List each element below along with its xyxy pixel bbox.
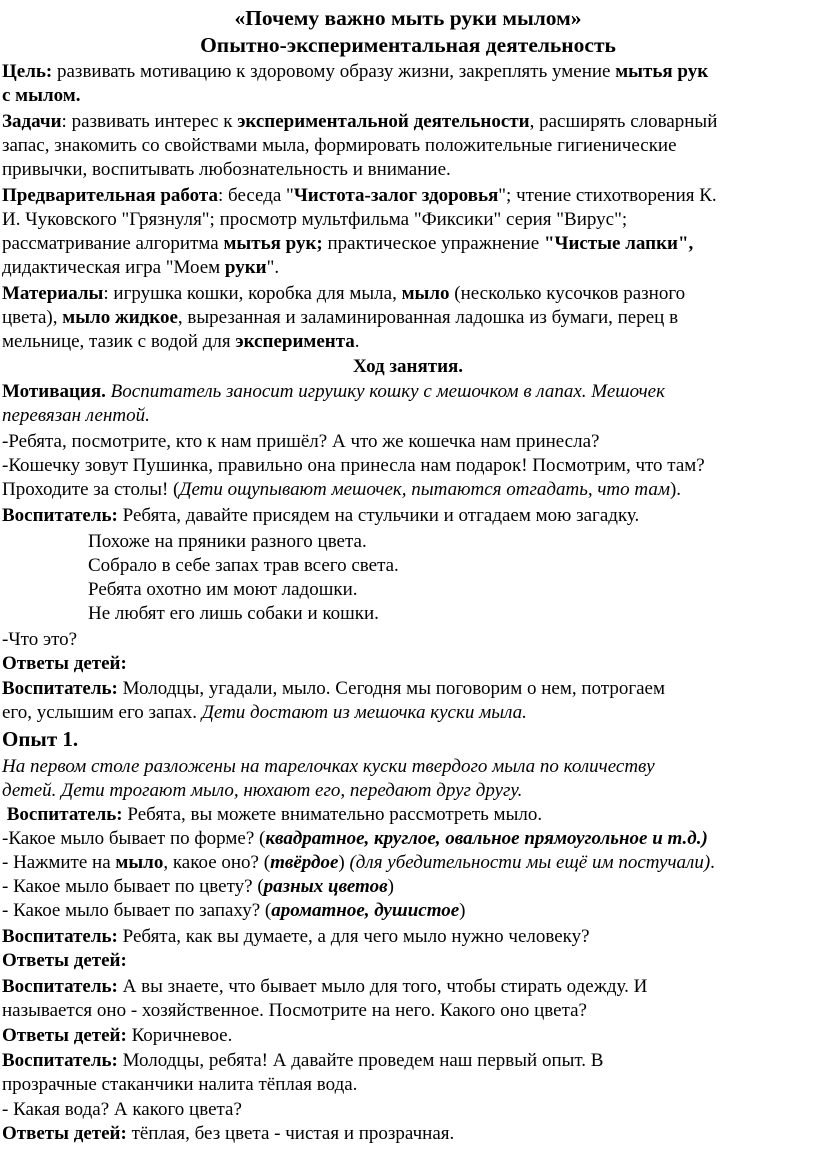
document-subtitle: Опытно-экспериментальная деятельность — [200, 33, 616, 57]
speaker-label: Воспитатель: — [2, 1050, 118, 1071]
motivation-line-1: Мотивация. Воспитатель заносит игрушку кошку с мешочком в лапах. Мешочек — [2, 381, 665, 402]
speaker-label: Воспитатель: — [2, 505, 118, 526]
motivation-line-2: перевязан лентой. — [2, 405, 150, 426]
prep-line-2: И. Чуковского "Грязнуля"; просмотр мультфильма "Фиксики" серия "Вирус"; — [2, 209, 628, 230]
dialogue-line-1: -Ребята, посмотрите, кто к нам пришёл? А что же кошечка нам принесла? — [2, 431, 600, 452]
tasks-line-3: привычки, воспитывать любознательность и внимание. — [2, 159, 451, 180]
document-title: «Почему важно мыть руки мылом» — [234, 6, 582, 30]
question-color: - Какое мыло бывает по цвету? (разных цветов) — [2, 876, 394, 897]
riddle-line-1: Похоже на пряники разного цвета. — [88, 531, 367, 552]
goal-line-2: с мылом. — [2, 85, 81, 106]
dialogue-line-2: -Кошечку зовут Пушинка, правильно она принесла нам подарок! Посмотрим, что там? — [2, 455, 705, 476]
speaker-label: Воспитатель: — [6, 804, 123, 825]
teacher-line-guessed-2: его, услышим его запах. Дети достают из мешочка куски мыла. — [2, 702, 527, 723]
question-smell: - Какое мыло бывает по запаху? (ароматное, душистое) — [2, 900, 466, 921]
teacher-line-riddle: Воспитатель: Ребята, давайте присядем на стульчики и отгадаем мою загадку. — [2, 505, 640, 526]
tasks-label: Задачи — [2, 111, 62, 132]
materials-label: Материалы — [2, 283, 104, 304]
materials-line-1: Материалы: игрушка кошки, коробка для мыла, мыло (несколько кусочков разного — [2, 283, 686, 304]
prep-line-3: рассматривание алгоритма мытья рук; практическое упражнение "Чистые лапки", — [2, 233, 694, 254]
question-shape: -Какое мыло бывает по форме? (квадратное, круглое, овальное прямоугольное и т.д.) — [2, 828, 708, 849]
teacher-line-why: Воспитатель: Ребята, как вы думаете, а для чего мыло нужно человеку? — [2, 926, 590, 947]
experiment-1-intro-2: детей. Дети трогают мыло, нюхают его, передают друг другу. — [2, 780, 523, 801]
teacher-line-examine: Воспитатель: Ребята, вы можете внимательно рассмотреть мыло. — [6, 804, 543, 825]
teacher-line-first-experiment-2: прозрачные стаканчики налита тёплая вода. — [2, 1074, 358, 1095]
experiment-1-intro-1: На первом столе разложены на тарелочках куски твердого мыла по количеству — [2, 756, 655, 777]
goal-line-1: Цель: развивать мотивацию к здоровому образу жизни, закреплять умение мытья рук — [2, 61, 709, 82]
teacher-line-laundry: Воспитатель: А вы знаете, что бывает мыло для того, чтобы стирать одежду. И — [2, 976, 648, 997]
question-hardness: - Нажмите на мыло, какое оно? (твёрдое) (для убедительности мы ещё им постучали). — [2, 852, 715, 873]
experiment-1-heading: Опыт 1. — [2, 727, 79, 751]
speaker-label: Воспитатель: — [2, 976, 118, 997]
materials-line-2: цвета), мыло жидкое, вырезанная и заламинированная ладошка из бумаги, перец в — [2, 307, 679, 328]
riddle-line-3: Ребята охотно им моют ладошки. — [88, 579, 358, 600]
prep-line-4: дидактическая игра "Моем руки". — [2, 257, 280, 278]
question-what: -Что это? — [2, 629, 78, 650]
course-heading: Ход занятия. — [352, 356, 464, 377]
teacher-line-laundry-2: называется оно - хозяйственное. Посмотрите на него. Какого оно цвета? — [2, 1000, 587, 1021]
children-answer-water: Ответы детей: тёплая, без цвета - чистая и прозрачная. — [2, 1123, 455, 1144]
tasks-line-2: запас, знакомить со свойствами мыла, формировать положительные гигиенические — [2, 135, 677, 156]
tasks-line-1: Задачи: развивать интерес к экспериментальной деятельности, расширять словарный — [2, 111, 718, 132]
riddle-line-2: Собрало в себе запах трав всего света. — [88, 555, 399, 576]
children-answers-label: Ответы детей: — [2, 653, 127, 674]
question-water: - Какая вода? А какого цвета? — [2, 1099, 242, 1120]
children-answers-label-2: Ответы детей: — [2, 950, 127, 971]
teacher-line-guessed: Воспитатель: Молодцы, угадали, мыло. Сегодня мы поговорим о нем, потрогаем — [2, 678, 665, 699]
children-answer-brown: Ответы детей: Коричневое. — [2, 1025, 233, 1046]
speaker-label: Воспитатель: — [2, 678, 118, 699]
dialogue-line-3: Проходите за столы! (Дети ощупывают мешочек, пытаются отгадать, что там). — [2, 479, 682, 500]
prep-label: Предварительная работа — [2, 185, 218, 206]
teacher-line-first-experiment: Воспитатель: Молодцы, ребята! А давайте проведем наш первый опыт. В — [2, 1050, 604, 1071]
motivation-label: Мотивация. — [2, 381, 106, 402]
prep-line-1: Предварительная работа: беседа "Чистота-залог здоровья"; чтение стихотворения К. — [2, 185, 717, 206]
speaker-label: Воспитатель: — [2, 926, 118, 947]
goal-label: Цель: — [2, 61, 53, 82]
materials-line-3: мельнице, тазик с водой для эксперимента. — [2, 331, 360, 352]
riddle-line-4: Не любят его лишь собаки и кошки. — [88, 603, 379, 624]
